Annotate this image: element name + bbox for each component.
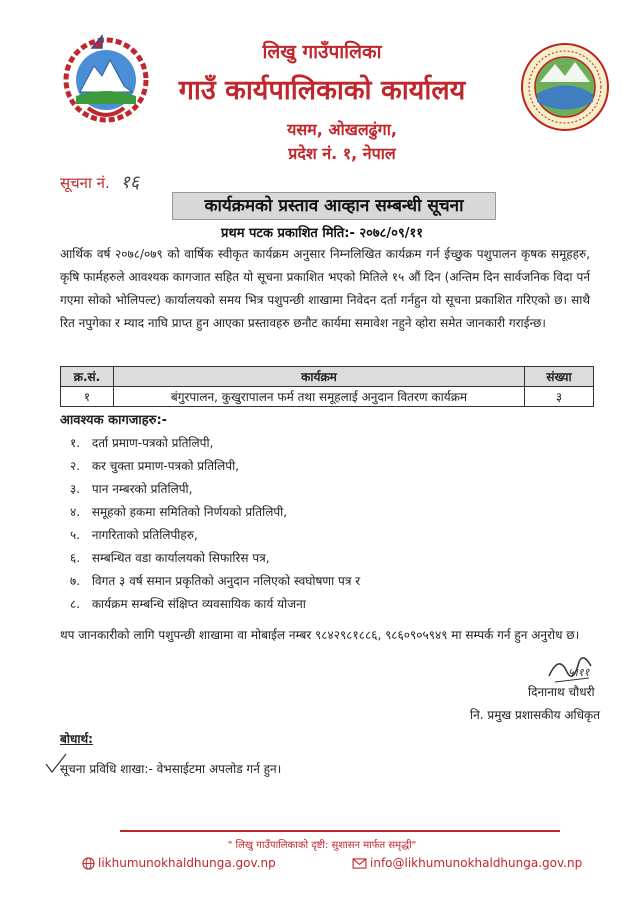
list-item-text: कार्यक्रम सम्बन्धि संक्षिप्त व्यवसायिक कार्य योजना	[91, 597, 306, 611]
notice-number	[60, 170, 139, 194]
table-cell: १	[61, 387, 114, 407]
list-item-number: ४.	[70, 505, 81, 519]
publish-date: प्रथम पटक प्रकाशित मिति:- २०७८/०९/११	[221, 226, 423, 241]
municipality-name: लिखु गाउँपालिका	[262, 41, 382, 63]
mail-icon	[352, 858, 367, 869]
list-item	[70, 432, 590, 455]
website-link[interactable]: likhumunokhaldhunga.gov.np	[98, 856, 276, 870]
list-item	[70, 570, 590, 593]
list-item-text: विगत ३ वर्ष समान प्रकृतिको अनुदान नलिएको स्वघोषणा पत्र र	[91, 574, 361, 588]
table-header-cell: क्र.सं.	[61, 367, 114, 387]
office-title: गाउँ कार्यपालिकाको कार्यालय	[178, 75, 466, 106]
program-table	[60, 366, 594, 407]
list-item	[70, 547, 590, 570]
cc-line: सूचना प्रविधि शाखा:- वेभसाईटमा अपलोड गर्न हुन।	[60, 762, 282, 776]
list-item-number: ७.	[70, 574, 81, 588]
table-header-row	[61, 367, 594, 387]
body-paragraph: आर्थिक वर्ष २०७८/०७९ को वार्षिक स्वीकृत कार्यक्रम अनुसार निम्नलिखित कार्यक्रम गर्न ईच्छुक पशुपालन कृषक समूहहरु, कृषि फार्महरुले आवश्यक कागजात सहित यो सूचना प्रकाशित भएको मितिले १५ औं दिन (अन्तिम दिन सार्वजनिक विदा पर्न गएमा सोको भोलिपल्ट) कार्यालयको समय भित्र पशुपन्छी शाखामा निवेदन दर्ता गर्नहुन यो सूचना प्रकाशित गरिएको छ। साथै रित नपुगेका र म्याद नाघि प्राप्त हुन आएका प्रस्तावहरु छनौट कार्यमा समावेश नहुने व्होरा समेत जानकारी गराईन्छ।	[60, 247, 590, 330]
list-item-text: नागरिताको प्रतिलिपीहरु,	[91, 528, 198, 542]
list-item	[70, 455, 590, 478]
list-item	[70, 501, 590, 524]
cc-heading: बोधार्थ:	[60, 732, 93, 746]
list-item-text: सम्बन्धित वडा कार्यालयको सिफारिस पत्र,	[91, 551, 270, 565]
list-item-number: ६.	[70, 551, 81, 565]
table-header-cell: कार्यक्रम	[114, 367, 525, 387]
address-line-1: यसम, ओखलढुंगा,	[287, 120, 397, 139]
notice-number-value: १६	[120, 172, 140, 193]
list-item-number: १.	[70, 436, 81, 450]
list-item-text: पान नम्बरको प्रतिलिपी,	[91, 482, 193, 496]
footer-slogan: " लिखु गाउँपालिकाको दृष्टी: सुशासन मार्फत समृद्धी"	[227, 840, 417, 851]
list-item-text: दर्ता प्रमाण-पत्रको प्रतिलिपी,	[91, 436, 214, 450]
table-cell: ३	[525, 387, 594, 407]
signer-title: नि. प्रमुख प्रशासकीय अधिकृत	[470, 708, 601, 722]
list-item-number: ८.	[70, 597, 81, 611]
closing-paragraph: थप जानकारीको लागि पशुपन्छी शाखामा वा मोबाईल नम्बर ९८४२९८१८८६, ९८६०९०५९४९ मा सम्पर्क गर्न हुन अनुरोध छ।	[60, 628, 580, 642]
list-item-number: २.	[70, 459, 81, 473]
documents-heading: आवश्यक कागजाहरु:-	[60, 413, 168, 428]
list-item-number: ५.	[70, 528, 81, 542]
address-line-2: प्रदेश नं. १, नेपाल	[288, 144, 396, 163]
subject-heading: कार्यक्रमको प्रस्ताव आव्हान सम्बन्धी सूचना	[172, 192, 496, 220]
table-cell: बंगुरपालन, कुखुरापालन फर्म तथा समूहलाई अनुदान वितरण कार्यक्रम	[114, 387, 525, 407]
list-item-number: ३.	[70, 482, 81, 496]
list-item	[70, 593, 590, 616]
table-header-cell: संख्या	[525, 367, 594, 387]
signer-name: दिनानाथ चौधरी	[528, 685, 595, 699]
footer-divider	[120, 830, 560, 832]
list-item	[70, 524, 590, 547]
footer-website[interactable]	[82, 856, 276, 870]
list-item	[70, 478, 590, 501]
signature-date: ५।११	[568, 666, 590, 679]
list-item-text: कर चुक्ता प्रमाण-पत्रको प्रतिलिपी,	[91, 459, 240, 473]
footer-email[interactable]	[352, 856, 582, 870]
list-item-text: समूहको हकमा समितिको निर्णयको प्रतिलिपी,	[91, 505, 288, 519]
notice-number-label: सूचना नं.	[60, 174, 110, 192]
globe-icon	[82, 857, 95, 870]
email-link[interactable]: info@likhumunokhaldhunga.gov.np	[370, 856, 583, 870]
documents-list	[70, 432, 590, 616]
table-row	[61, 387, 594, 407]
